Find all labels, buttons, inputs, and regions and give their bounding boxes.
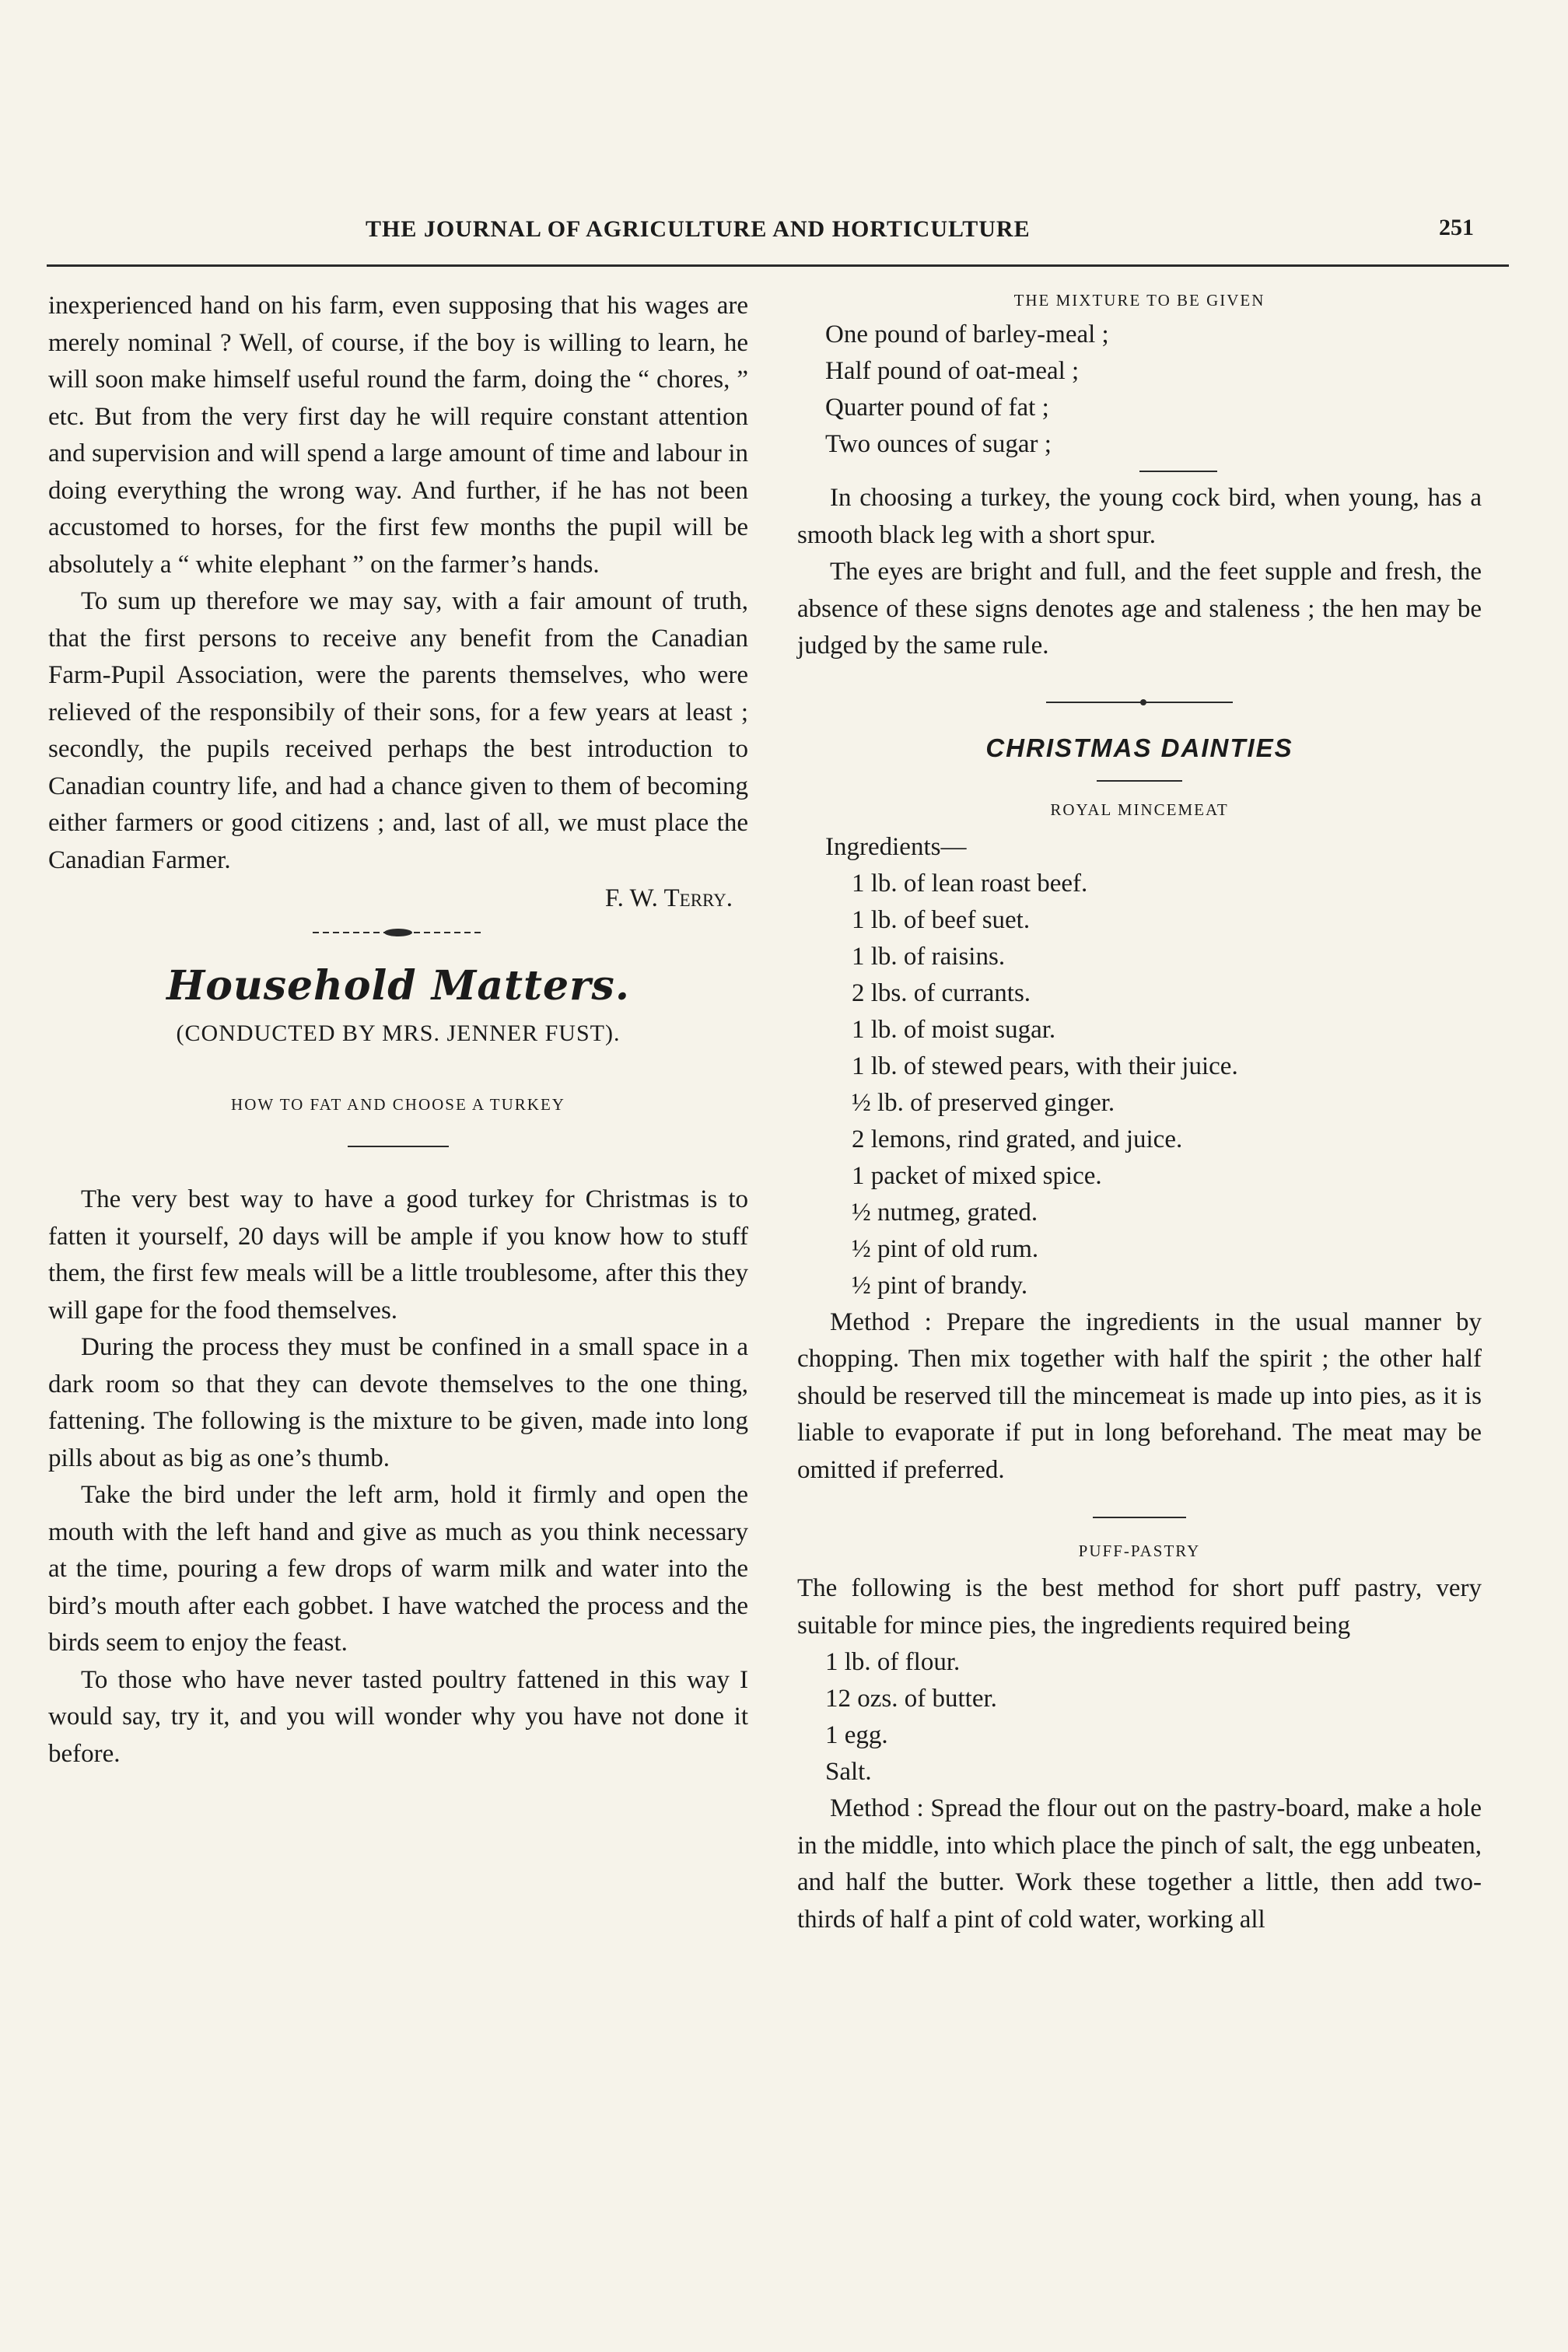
list-item: ½ lb. of preserved ginger.	[852, 1088, 1115, 1117]
author-signature: F. W. Terry.	[604, 884, 733, 912]
list-item: One pound of barley-meal ;	[825, 320, 1109, 348]
paragraph: Method : Spread the flour out on the pastry-board, make a hole in the middle, into which place the pinch of salt, the egg unbeaten, and half the butter. Work these together a little, then add two-thirds of half a pint of cold water, working all	[797, 1794, 1482, 1934]
list-item: 1 lb. of moist sugar.	[852, 1015, 1056, 1044]
short-rule	[1097, 780, 1182, 782]
paragraph: In choosing a turkey, the young cock bird, when young, has a smooth black leg with a short spur.	[797, 484, 1482, 549]
paragraph: To those who have never tasted poultry fattened in this way I would say, try it, and you will wonder why you have not done it before.	[48, 1665, 748, 1768]
list-item: 12 ozs. of butter.	[825, 1685, 997, 1713]
list-item: 2 lemons, rind grated, and juice.	[852, 1125, 1183, 1153]
list-item: Half pound of oat-meal ;	[825, 357, 1080, 385]
paragraph: To sum up therefore we may say, with a fair amount of truth, that the first persons to receive any benefit from the Canadian Farm-Pupil Association, were the parents themselves, who were relieved of the responsibily of their sons, for a few years at least ; secondly, the pupils received perhaps the best introduction to Canadian country life, and had a chance given to them of becoming either farmers or good citizens ; and, last of all, we must place the Canadian Farmer.	[48, 587, 748, 874]
list-item: 1 lb. of beef suet.	[852, 905, 1031, 934]
short-rule	[1093, 1517, 1186, 1518]
list-item: Salt.	[825, 1758, 872, 1786]
list-item: Two ounces of sugar ;	[825, 430, 1052, 458]
christmas-title: CHRISTMAS DAINTIES	[985, 733, 1293, 762]
paragraph: Method : Prepare the ingredients in the usual manner by chopping. Then mix together with half the spirit ; the other half should be reserved till the mincemeat is made up into pies, as it is liable to evaporate if put in long beforehand. The meat may be omitted if preferred.	[797, 1307, 1482, 1484]
list-item: 1 lb. of flour.	[825, 1648, 961, 1676]
paragraph: During the process they must be confined in a small space in a dark room so that they can devote themselves to the one thing, fattening. The following is the mixture to be given, made into long pills about as big as one’s thumb.	[48, 1333, 748, 1472]
running-title: THE JOURNAL OF AGRICULTURE AND HORTICULTURE	[366, 216, 1031, 242]
list-item: ½ pint of old rum.	[852, 1234, 1039, 1263]
paragraph: inexperienced hand on his farm, even supposing that his wages are merely nominal ? Well, of course, if the boy is willing to learn, he will soon make himself useful round the farm, doing the “ chores, ” etc. But from the very first day he will require constant attention and supervision and will spend a large amount of time and labour in doing everything the wrong way. And further, if he has not been accustomed to horses, for the first few months the pupil will be absolutely a “ white elephant ” on the farmer’s hands.	[48, 292, 748, 579]
paragraph: The very best way to have a good turkey for Christmas is to fatten it yourself, 20 days will be ample if you know how to stuff them, the first few meals will be a little troublesome, after this they will gape for the food themselves.	[48, 1185, 748, 1325]
turkey-heading: HOW TO FAT AND CHOOSE A TURKEY	[231, 1095, 565, 1114]
header-rule	[47, 264, 1509, 267]
conductor-note: (CONDUCTED BY MRS. JENNER FUST).	[176, 1020, 621, 1046]
list-item: ½ pint of brandy.	[852, 1271, 1028, 1300]
paragraph: The eyes are bright and full, and the feet supple and fresh, the absence of these signs denotes age and staleness ; the hen may be judged by the same rule.	[797, 558, 1482, 660]
paragraph: Take the bird under the left arm, hold it firmly and open the mouth with the left hand and give as much as you think necessary at the time, pouring a few drops of warm milk and water into the bird’s mouth after each gobbet. I have watched the process and the birds seem to enjoy the feast.	[48, 1481, 748, 1657]
short-rule	[348, 1146, 449, 1147]
list-item: 1 egg.	[825, 1721, 888, 1749]
list-item: ½ nutmeg, grated.	[852, 1198, 1038, 1227]
ingredients-list	[797, 866, 1482, 1304]
pastry-heading: PUFF-PASTRY	[1078, 1542, 1201, 1560]
list-item: 1 lb. of lean roast beef.	[852, 869, 1088, 898]
page-number: 251	[1439, 215, 1474, 240]
mixture-heading: THE MIXTURE TO BE GIVEN	[1013, 291, 1265, 310]
list-item: 2 lbs. of currants.	[852, 978, 1031, 1007]
ingredients-label: Ingredients—	[825, 832, 967, 861]
mincemeat-heading: ROYAL MINCEMEAT	[1050, 800, 1229, 819]
right-column	[797, 288, 1482, 1938]
list-item: 1 lb. of stewed pears, with their juice.	[852, 1052, 1238, 1080]
list-item: 1 packet of mixed spice.	[852, 1161, 1102, 1190]
section-title: Household Matters.	[166, 962, 630, 1010]
short-rule	[1139, 471, 1217, 472]
list-item: 1 lb. of raisins.	[852, 942, 1006, 971]
paragraph: The following is the best method for short puff pastry, very suitable for mince pies, the ingredients required being	[797, 1574, 1482, 1640]
pastry-ingredients-list	[797, 1644, 1482, 1790]
list-item: Quarter pound of fat ;	[825, 394, 1049, 422]
ornament-divider	[305, 917, 492, 948]
mixture-list	[797, 317, 1482, 463]
ornament-divider	[1038, 693, 1241, 712]
left-column	[48, 288, 748, 1773]
